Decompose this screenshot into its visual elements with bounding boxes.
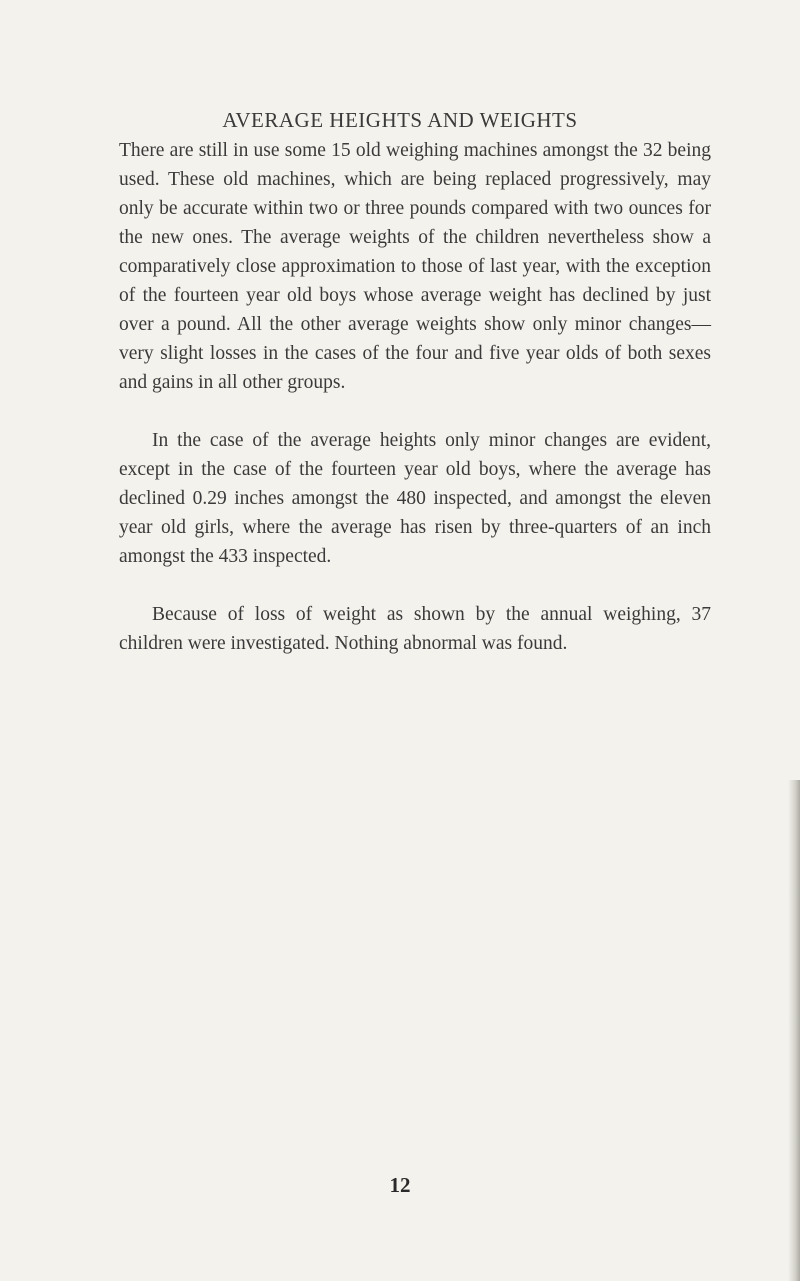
page-number: 12	[389, 1173, 411, 1197]
paragraph-gap	[119, 397, 711, 426]
paragraph-weights: There are still in use some 15 old weighing machines amongst the 32 being used. These old machines, which are being replaced progressively, may only be accurate within two or three pounds compared with two ounces for the new ones. The average weights of the children nevertheless show a comparatively close approximation to those of last year, with the exception of the fourteen year old boys whose average weight has declined by just over a pound. All the other average weights show only minor changes—very slight losses in the cases of the four and five year olds of both sexes and gains in all other groups.	[119, 140, 711, 393]
paragraph-heights: In the case of the average heights only minor changes are evident, except in the case of the fourteen year old boys, where the average has declined 0.29 inches amongst the 480 inspected, and amongst the eleven year old girls, where the average has risen by three-quarters of an inch amongst the 433 inspected.	[119, 430, 711, 567]
page-edge-shadow	[788, 780, 800, 1281]
paragraph-gap	[119, 571, 711, 600]
paragraph-investigation: Because of loss of weight as shown by the annual weighing, 37 children were investigated. Nothing abnormal was found.	[119, 604, 711, 654]
body-text	[119, 136, 711, 658]
page-heading: AVERAGE HEIGHTS AND WEIGHTS	[222, 108, 578, 132]
